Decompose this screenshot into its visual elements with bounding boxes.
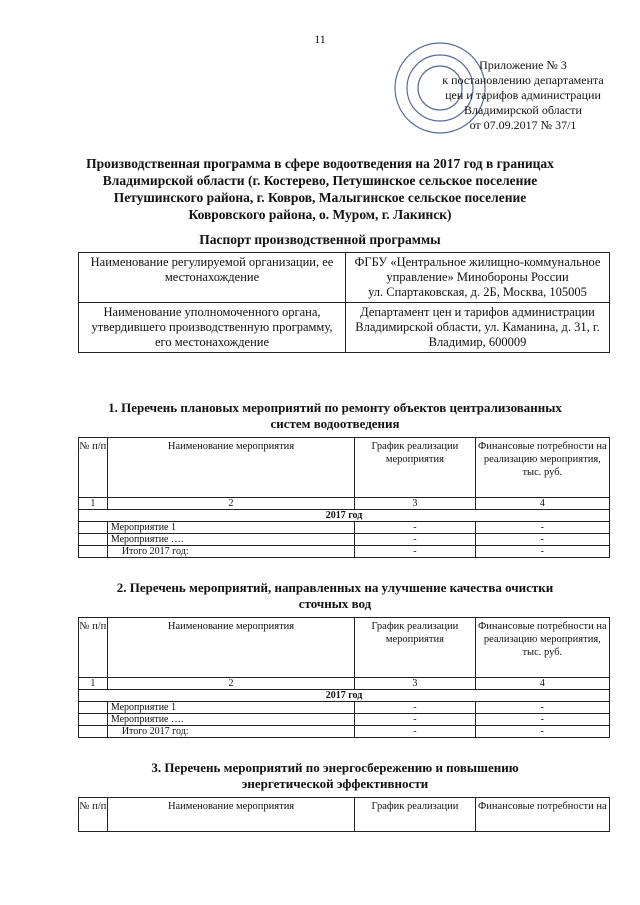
finance-cell: -: [475, 726, 609, 738]
section-3-table: [78, 797, 610, 832]
schedule-cell: -: [355, 726, 475, 738]
header-finance: Финансовые потребности на: [475, 798, 609, 832]
finance-cell: -: [475, 702, 609, 714]
title-line: Владимирской области (г. Костерево, Петушинское сельское поселение: [102, 173, 538, 188]
table-header-row: [79, 798, 610, 832]
year-cell: 2017 год: [79, 510, 610, 522]
index-cell: 2: [107, 678, 354, 690]
passport-value: [346, 303, 610, 353]
header-schedule: График реализации мероприятия: [355, 438, 475, 498]
table-year-row: [79, 690, 610, 702]
schedule-cell: -: [355, 714, 475, 726]
section-title-line: систем водоотведения: [270, 416, 400, 431]
section-title-line: 3. Перечень мероприятий по энергосбережению и повышению: [151, 760, 519, 775]
header-name: Наименование мероприятия: [107, 438, 354, 498]
index-cell: 3: [355, 498, 475, 510]
authority-name-address: Департамент цен и тарифов администрации Владимирской области, ул. Каманина, д. 31, г. Владимир, 600009: [355, 305, 600, 349]
table-row: [79, 714, 610, 726]
num-cell: [79, 726, 108, 738]
num-cell: [79, 714, 108, 726]
table-row: [79, 522, 610, 534]
table-index-row: [79, 678, 610, 690]
passport-row: [79, 303, 610, 353]
appendix-line: цен и тарифов администрации: [445, 88, 601, 102]
total-label: Итого 2017 год:: [107, 726, 354, 738]
organization-name: ФГБУ «Центральное жилищно-коммунальное управление» Минобороны России: [354, 255, 601, 284]
header-finance: Финансовые потребности на реализацию мероприятия, тыс. руб.: [475, 618, 609, 678]
schedule-cell: -: [355, 522, 475, 534]
measure-name: Мероприятие ….: [107, 714, 354, 726]
table-total-row: [79, 546, 610, 558]
schedule-cell: -: [355, 534, 475, 546]
num-cell: [79, 702, 108, 714]
title-line: Петушинского района, г. Ковров, Малыгинское сельское поселение: [113, 190, 527, 205]
table-header-row: [79, 618, 610, 678]
header-name: Наименование мероприятия: [107, 798, 354, 832]
appendix-header: [428, 58, 618, 133]
num-cell: [79, 546, 108, 558]
header-num: № п/п: [79, 618, 108, 678]
num-cell: [79, 534, 108, 546]
table-total-row: [79, 726, 610, 738]
passport-label: Наименование регулируемой организации, ее местонахождение: [79, 253, 346, 303]
table-index-row: [79, 498, 610, 510]
year-cell: 2017 год: [79, 690, 610, 702]
title-line: Производственная программа в сфере водоотведения на 2017 год в границах: [86, 156, 554, 171]
table-year-row: [79, 510, 610, 522]
section-title-line: 2. Перечень мероприятий, направленных на улучшение качества очистки: [116, 580, 554, 595]
index-cell: 1: [79, 498, 108, 510]
measure-name: Мероприятие 1: [107, 522, 354, 534]
section-1-title: [40, 400, 630, 432]
title-line: Ковровского района, о. Муром, г. Лакинск): [188, 207, 452, 222]
index-cell: 2: [107, 498, 354, 510]
finance-cell: -: [475, 546, 609, 558]
header-schedule: График реализации: [355, 798, 475, 832]
appendix-line: Владимирской области: [464, 103, 582, 117]
measure-name: Мероприятие 1: [107, 702, 354, 714]
index-cell: 4: [475, 498, 609, 510]
section-2-title: [40, 580, 630, 612]
section-title-line: 1. Перечень плановых мероприятий по ремонту объектов централизованных: [108, 400, 562, 415]
organization-address: ул. Спартаковская, д. 2Б, Москва, 105005: [368, 285, 587, 299]
table-header-row: [79, 438, 610, 498]
section-title-line: сточных вод: [298, 596, 372, 611]
num-cell: [79, 522, 108, 534]
passport-row: [79, 253, 610, 303]
header-num: № п/п: [79, 798, 108, 832]
header-finance: Финансовые потребности на реализацию мероприятия, тыс. руб.: [475, 438, 609, 498]
passport-value: [346, 253, 610, 303]
measure-name: Мероприятие ….: [107, 534, 354, 546]
table-row: [79, 702, 610, 714]
appendix-line: от 07.09.2017 № 37/1: [469, 118, 577, 132]
total-label: Итого 2017 год:: [107, 546, 354, 558]
index-cell: 1: [79, 678, 108, 690]
section-3-title: [40, 760, 630, 792]
index-cell: 4: [475, 678, 609, 690]
page-number: 11: [314, 32, 326, 46]
schedule-cell: -: [355, 546, 475, 558]
finance-cell: -: [475, 534, 609, 546]
section-2-table: [78, 617, 610, 738]
header-name: Наименование мероприятия: [107, 618, 354, 678]
passport-label: Наименование уполномоченного органа, утвердившего производственную программу, его местонахождение: [79, 303, 346, 353]
finance-cell: -: [475, 522, 609, 534]
header-num: № п/п: [79, 438, 108, 498]
schedule-cell: -: [355, 702, 475, 714]
table-row: [79, 534, 610, 546]
passport-title: Паспорт производственной программы: [199, 232, 441, 247]
header-schedule: График реализации мероприятия: [355, 618, 475, 678]
index-cell: 3: [355, 678, 475, 690]
section-title-line: энергетической эффективности: [241, 776, 429, 791]
document-title: [40, 155, 600, 223]
appendix-line: к постановлению департамента: [442, 73, 604, 87]
appendix-line: Приложение № 3: [479, 58, 567, 72]
finance-cell: -: [475, 714, 609, 726]
section-1-table: [78, 437, 610, 558]
passport-table: [78, 252, 610, 353]
